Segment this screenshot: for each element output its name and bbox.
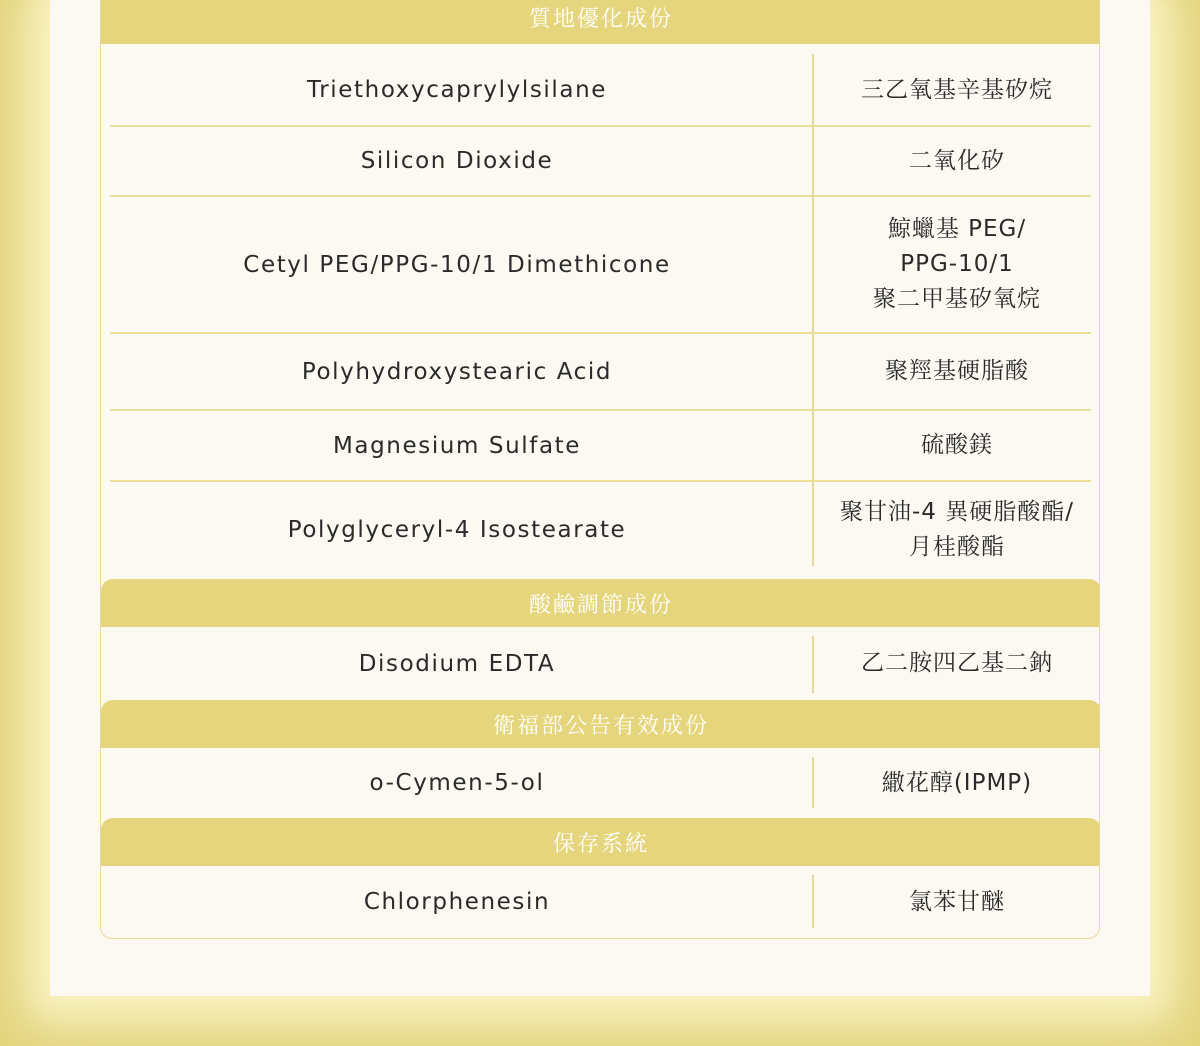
ingredient-chinese-name: 硫酸鎂 [921,432,993,458]
ingredient-table [100,0,1100,939]
column-divider [812,875,814,928]
ingredient-inci-name: Magnesium Sulfate [332,432,582,459]
ingredient-chinese-name: 繖花醇(IPMP) [881,769,1033,796]
section-header-active-ingredient: 衛福部公告有效成份 [101,700,1100,748]
ingredient-inci-name: Chlorphenesin [363,889,551,915]
ingredient-chinese-name: 聚羥基硬脂酸 [885,358,1029,384]
table-row [101,126,1100,196]
table-row [101,54,1100,126]
ingredient-inci-name: Polyglyceryl-4 Isostearate [287,517,627,543]
ingredient-chinese-name: 聚甘油-4 異硬脂酸酯/ 月桂酸酯 [840,499,1074,560]
table-row [101,333,1100,410]
ingredient-inci-name: Disodium EDTA [358,650,556,677]
ingredient-inci-name: Silicon Dioxide [360,148,554,174]
table-row [101,627,1100,700]
ingredient-inci-name: Polyhydroxystearic Acid [301,358,613,385]
column-divider [812,54,814,566]
ingredient-inci-name: o-Cymen-5-ol [369,770,545,796]
ingredient-chinese-name: 鯨蠟基 PEG/ PPG-10/1 聚二甲基矽氧烷 [873,216,1041,312]
column-divider [812,757,814,808]
section-header-ph-adjust: 酸鹼調節成份 [101,579,1100,627]
ingredient-chinese-name: 氯苯甘醚 [909,888,1005,915]
table-row [101,196,1100,333]
table-row [101,866,1100,938]
column-divider [812,636,814,693]
ingredient-chinese-name: 三乙氧基辛基矽烷 [861,76,1053,103]
section-header-preservative: 保存系統 [101,818,1100,866]
ingredient-chinese-name: 二氧化矽 [909,147,1005,174]
table-row [101,481,1100,579]
table-row [101,410,1100,481]
ingredient-chinese-name: 乙二胺四乙基二鈉 [861,650,1053,676]
ingredient-inci-name: Triethoxycaprylylsilane [306,77,608,103]
table-row [101,748,1100,818]
section-header-texture: 質地優化成份 [101,0,1100,44]
ingredient-card [50,0,1150,996]
ingredient-inci-name: Cetyl PEG/PPG-10/1 Dimethicone [243,251,671,278]
